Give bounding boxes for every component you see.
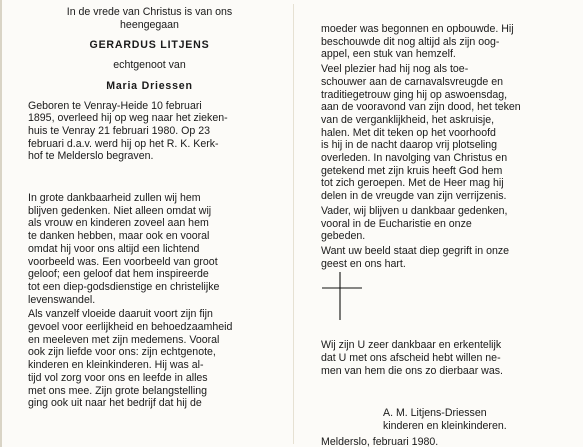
text-line: tot een diep-godsdienstige en christelijke: [28, 280, 220, 293]
text-line: schouwer aan de carnavalsvreugde en: [321, 75, 503, 88]
text-line: In grote dankbaarheid zullen wij hem: [28, 192, 201, 205]
paragraph-gratitude: [28, 192, 271, 306]
intro-line-2: heengegaan: [120, 18, 179, 31]
place-date: Melderslo, februari 1980.: [321, 436, 439, 448]
text-line: levenswandel.: [28, 293, 96, 306]
signature-family: kinderen en kleinkinderen.: [383, 420, 507, 432]
text-line: gevoel voor eerlijkheid en behoedzaamheid: [28, 321, 233, 334]
text-line: blijven gedenken. Niet alleen omdat wij: [28, 204, 212, 217]
bio-line: huis te Venray 21 februari 1980. Op 23: [28, 124, 210, 137]
text-line: geest en ons hart.: [321, 257, 406, 270]
paragraph-continuation: [321, 23, 580, 61]
text-line: beschouwde dit nog altijd als zijn oog-: [321, 35, 500, 48]
text-line: als vrouw en kinderen zoveel aan hem: [28, 217, 209, 230]
text-line: getekend met zijn kruis heeft God hem: [321, 164, 503, 177]
signature-widow: A. M. Litjens-Driessen: [383, 407, 487, 419]
right-page: [321, 23, 580, 377]
biography: [28, 100, 271, 164]
text-line: overleden. In navolging van Christus en: [321, 152, 508, 165]
text-line: traditiegetrouw ging hij op aswoensdag,: [321, 88, 508, 101]
bio-line: 1895, overleed hij op weg naar het zieken-: [28, 112, 228, 125]
text-line: Want uw beeld staat diep gegrift in onze: [321, 244, 510, 257]
paragraph-prayer: [321, 205, 580, 243]
text-line: omdat hij voor ons altijd een lichtend: [28, 242, 200, 255]
bio-line: februari d.a.v. werd hij op het R. K. Kerk-: [28, 137, 219, 150]
fold-line: [293, 4, 294, 444]
text-line: met ons mee. Zijn grote belangstelling: [28, 384, 208, 397]
text-line: aan de vooravond van zijn dood, het teken: [321, 101, 521, 114]
text-line: te danken hebben, maar ook en vooral: [28, 230, 210, 243]
paragraph-image: [321, 245, 580, 270]
text-line: van de verganklijkheid, het askruisje,: [321, 113, 495, 126]
text-line: ging ook uit naar het bedrijf dat hij de: [28, 397, 202, 410]
text-line: dat U met ons afscheid hebt willen ne-: [321, 352, 501, 365]
text-line: tot zich geroepen. Met de Heer mag hij: [321, 177, 504, 190]
text-line: Wij zijn U zeer dankbaar en erkentelijk: [321, 339, 502, 352]
text-line: Als vanzelf vloeide daaruit voort zijn fijn: [28, 308, 213, 321]
paragraph-thanks: [321, 339, 580, 377]
left-page: [28, 6, 271, 410]
text-line: gebeden.: [321, 230, 366, 243]
text-line: moeder was begonnen en opbouwde. Hij: [321, 23, 514, 35]
deceased-name: GERARDUS LITJENS: [89, 39, 210, 52]
text-line: vooral in de Eucharistie en onze: [321, 217, 472, 230]
text-line: men van hem die ons zo dierbaar was.: [321, 364, 503, 377]
text-line: appel, een stuk van hemzelf.: [321, 48, 456, 61]
bio-line: hof te Melderslo begraven.: [28, 150, 154, 163]
text-line: is hij in de nacht daarop vrij plotseling: [321, 139, 498, 152]
text-line: en meeleven met zijn medemens. Vooral: [28, 333, 220, 346]
cross-icon: [322, 272, 362, 320]
text-line: ook zijn liefde voor ons: zijn echtgenote,: [28, 346, 216, 359]
text-line: Vader, wij blijven u dankbaar gedenken,: [321, 204, 508, 217]
text-line: tijd vol zorg voor ons en leefde in alles: [28, 371, 208, 384]
intro-line-1: In de vrede van Christus is van ons: [66, 6, 233, 18]
text-line: halen. Met dit teken op het voorhoofd: [321, 126, 496, 139]
paragraph-character: [28, 308, 271, 410]
paragraph-carnival: [321, 63, 580, 203]
text-line: kinderen en kleinkinderen. Hij was al-: [28, 359, 204, 372]
text-line: delen in de vreugde van zijn verrijzenis.: [321, 190, 507, 203]
text-line: Veel plezier had hij nog als toe-: [321, 63, 469, 76]
text-line: voorbeeld was. Een voorbeeld van groot: [28, 255, 218, 268]
spouse-name: Maria Driessen: [106, 79, 193, 92]
spouse-label: echtgenoot van: [113, 59, 186, 72]
text-line: geloof; een geloof dat hem inspireerde: [28, 268, 209, 281]
bio-line: Geboren te Venray-Heide 10 februari: [28, 99, 202, 112]
